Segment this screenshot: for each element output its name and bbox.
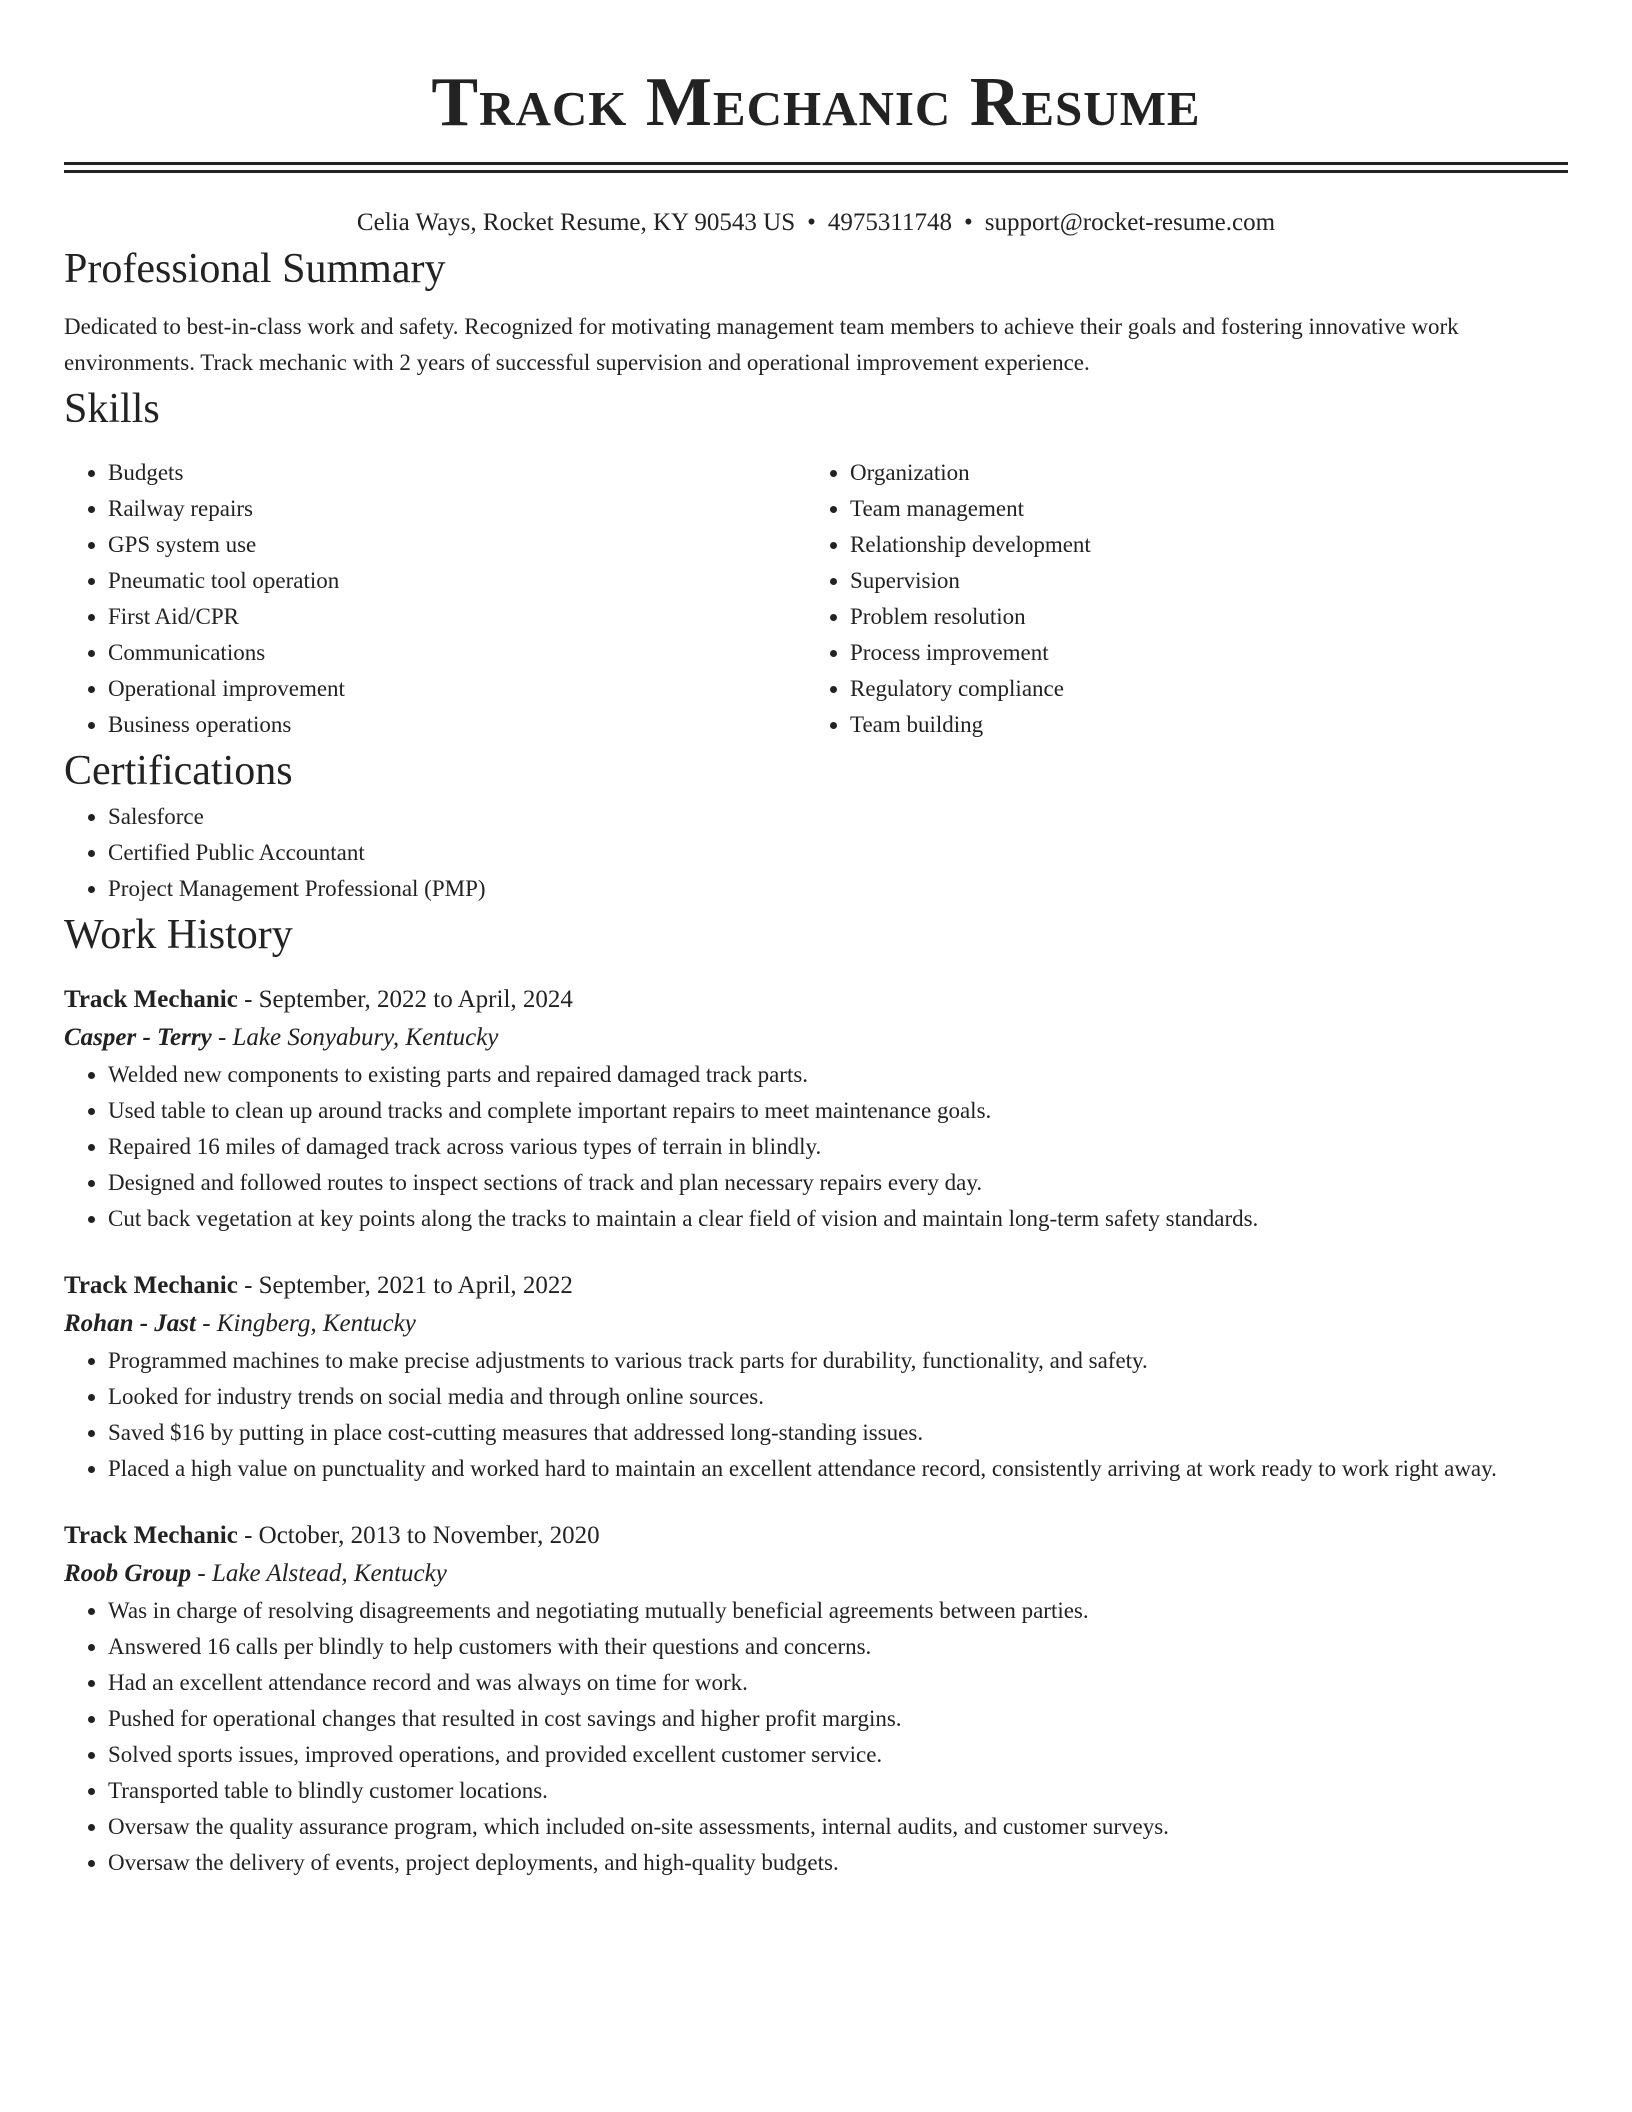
skill-item: • Relationship development <box>850 527 1548 563</box>
work-history-heading: Work History <box>64 912 293 958</box>
job-bullet: • Looked for industry trends on social media and through online sources. <box>108 1379 1568 1415</box>
job-dates: - September, 2021 to April, 2022 <box>244 1272 573 1299</box>
contact-separator: • <box>807 209 816 236</box>
job-location: - Kingberg, Kentucky <box>202 1310 416 1337</box>
skill-item: • Process improvement <box>850 635 1548 671</box>
job-header <box>64 1267 1568 1305</box>
job-bullet: • Answered 16 calls per blindly to help customers with their questions and concerns. <box>108 1629 1568 1665</box>
skill-item: • Pneumatic tool operation <box>108 563 806 599</box>
job-bullets <box>64 1057 1568 1237</box>
job-location: - Lake Alstead, Kentucky <box>197 1560 447 1587</box>
resume-page <box>64 0 1568 1881</box>
skill-item: • Regulatory compliance <box>850 671 1548 707</box>
certifications-list <box>64 799 1568 907</box>
skill-item: • Organization <box>850 455 1548 491</box>
skills-column-right <box>806 455 1548 743</box>
job-bullets <box>64 1593 1568 1881</box>
job-header <box>64 981 1568 1019</box>
contact-address: Celia Ways, Rocket Resume, KY 90543 US <box>356 209 796 236</box>
job-company-line <box>64 1305 1568 1343</box>
job-bullet: • Welded new components to existing parts and repaired damaged track parts. <box>108 1057 1568 1093</box>
job-bullet: • Designed and followed routes to inspect sections of track and plan necessary repairs every day. <box>108 1165 1568 1201</box>
skill-item: • Railway repairs <box>108 491 806 527</box>
skills-list-right <box>806 455 1548 743</box>
skill-item: • Team building <box>850 707 1548 743</box>
skill-item: • GPS system use <box>108 527 806 563</box>
skill-item: • Business operations <box>108 707 806 743</box>
job-title: Track Mechanic <box>64 1522 238 1549</box>
skill-item: • Supervision <box>850 563 1548 599</box>
job-bullets <box>64 1343 1568 1487</box>
certifications-heading: Certifications <box>64 748 293 794</box>
skills-list-left <box>64 455 806 743</box>
job-dates: - October, 2013 to November, 2020 <box>244 1522 600 1549</box>
skill-item: • Operational improvement <box>108 671 806 707</box>
certification-item: • Project Management Professional (PMP) <box>108 871 1568 907</box>
summary-text: Dedicated to best-in-class work and safety. Recognized for motivating management team members to achieve their goals and fostering innovative work environments. Track mechanic with 2 years of successful supervision and operational improvement experience. <box>64 314 1459 375</box>
job-bullet: • Pushed for operational changes that resulted in cost savings and higher profit margins. <box>108 1701 1568 1737</box>
skill-item: • Communications <box>108 635 806 671</box>
job-entry <box>64 1517 1568 1881</box>
job-bullet: • Had an excellent attendance record and was always on time for work. <box>108 1665 1568 1701</box>
job-bullet: • Placed a high value on punctuality and worked hard to maintain an excellent attendance record, consistently arriving at work ready to work right away. <box>108 1451 1568 1487</box>
skills-columns <box>64 455 1568 743</box>
job-bullet: • Was in charge of resolving disagreements and negotiating mutually beneficial agreements between parties. <box>108 1593 1568 1629</box>
skill-item: • Team management <box>850 491 1548 527</box>
job-company-line <box>64 1555 1568 1593</box>
job-dates: - September, 2022 to April, 2024 <box>244 986 573 1013</box>
job-entry <box>64 981 1568 1237</box>
job-bullet: • Solved sports issues, improved operations, and provided excellent customer service. <box>108 1737 1568 1773</box>
job-header <box>64 1517 1568 1555</box>
contact-separator: • <box>964 209 973 236</box>
certification-item: • Salesforce <box>108 799 1568 835</box>
job-company: Roob Group <box>64 1560 192 1587</box>
job-bullet: • Oversaw the quality assurance program, which included on-site assessments, internal audits, and customer surveys. <box>108 1809 1568 1845</box>
job-bullet: • Saved $16 by putting in place cost-cutting measures that addressed long-standing issues. <box>108 1415 1568 1451</box>
job-company-line <box>64 1019 1568 1057</box>
job-company: Rohan - Jast <box>64 1310 196 1337</box>
skill-item: • Problem resolution <box>850 599 1548 635</box>
job-bullet: • Programmed machines to make precise adjustments to various track parts for durability, functionality, and safety. <box>108 1343 1568 1379</box>
job-bullet: • Cut back vegetation at key points along the tracks to maintain a clear field of vision and maintain long-term safety standards. <box>108 1201 1568 1237</box>
resume-title: Track Mechanic Resume <box>431 64 1201 141</box>
contact-email: support@rocket-resume.com <box>984 209 1276 236</box>
title-divider-thick <box>64 162 1568 165</box>
summary-heading: Professional Summary <box>64 246 446 292</box>
certification-item: • Certified Public Accountant <box>108 835 1568 871</box>
job-bullet: • Oversaw the delivery of events, project deployments, and high-quality budgets. <box>108 1845 1568 1881</box>
skill-item: • Budgets <box>108 455 806 491</box>
skills-heading: Skills <box>64 386 160 432</box>
job-company: Casper - Terry <box>64 1024 212 1051</box>
job-title: Track Mechanic <box>64 1272 238 1299</box>
contact-line <box>64 205 1568 241</box>
contact-phone: 4975311748 <box>827 209 952 236</box>
job-title: Track Mechanic <box>64 986 238 1013</box>
job-bullet: • Transported table to blindly customer locations. <box>108 1773 1568 1809</box>
job-bullet: • Used table to clean up around tracks and complete important repairs to meet maintenance goals. <box>108 1093 1568 1129</box>
skill-item: • First Aid/CPR <box>108 599 806 635</box>
job-location: - Lake Sonyabury, Kentucky <box>217 1024 499 1051</box>
title-divider-thin <box>64 170 1568 173</box>
job-bullet: • Repaired 16 miles of damaged track across various types of terrain in blindly. <box>108 1129 1568 1165</box>
job-entry <box>64 1267 1568 1487</box>
skills-column-left <box>64 455 806 743</box>
